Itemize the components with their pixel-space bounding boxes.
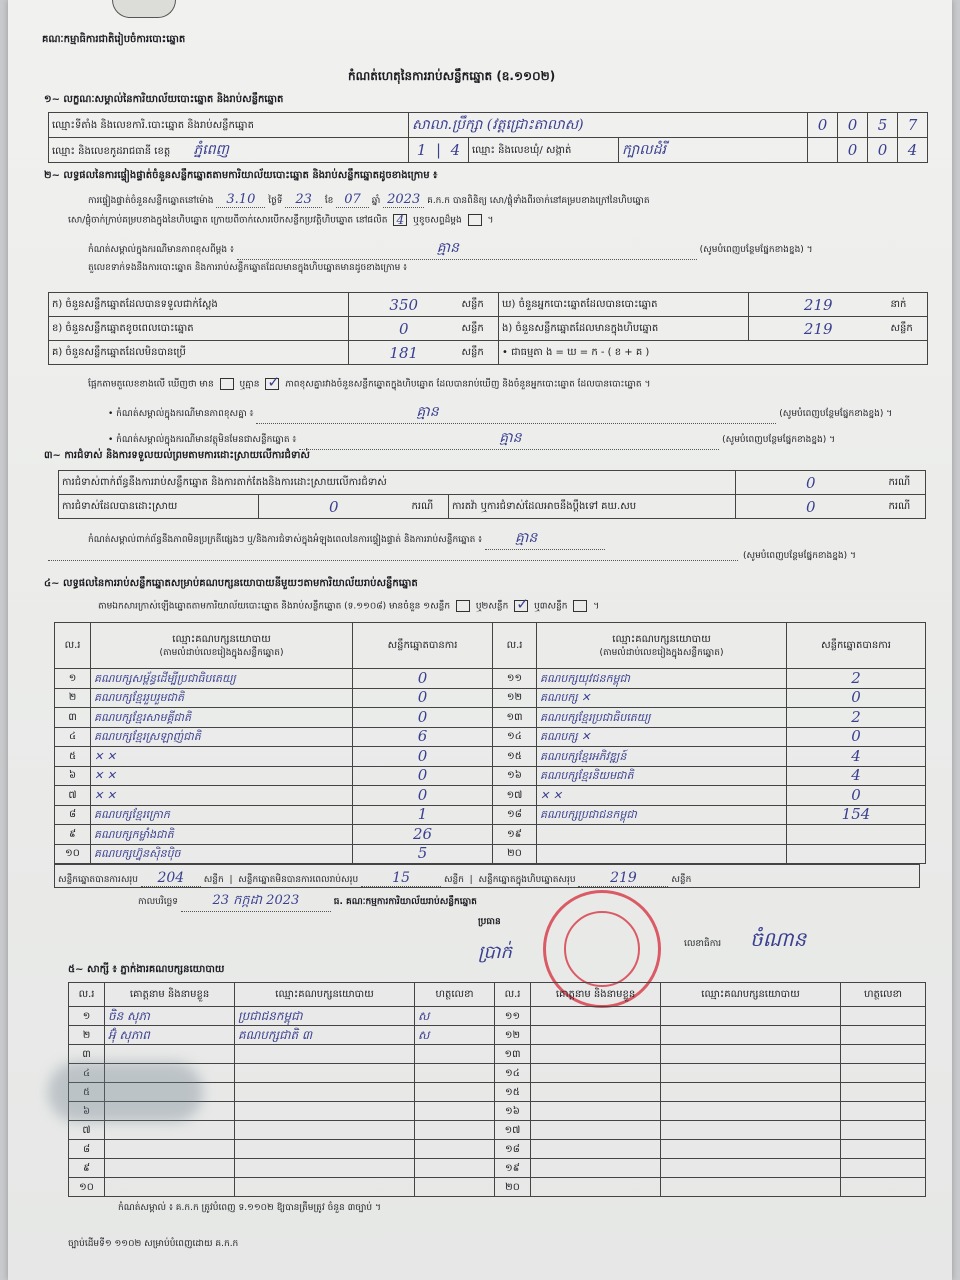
witness-party (661, 1102, 841, 1121)
row-number: ៧ (55, 786, 91, 806)
footnote: កំណត់សម្គាល់ ៖ គ.ក.ក ត្រូវបំពេញ ទ.១១០២ ឱ្យបានត្រឹមត្រូវ ចំនួន ៣ច្បាប់ ។ (118, 1203, 381, 1213)
row-number: ១៦ (495, 1102, 531, 1121)
witness-name (531, 1007, 661, 1026)
row-number: ១៨ (493, 805, 537, 825)
discrepancy-no-checkbox[interactable] (265, 378, 279, 390)
witness-signature (841, 1064, 926, 1083)
appeal-count: 0 (736, 495, 886, 519)
witness-row (69, 1178, 926, 1197)
party-name: ✕ ✕ (91, 766, 353, 786)
irregularities-note: កំណត់សម្គាល់ពាក់ព័ន្ធនឹងភាពមិនប្រក្រតីផ្សេងៗ ឬ/និងការជំទាស់ក្នុងអំឡុងពេលនៃការផ្ទៀងផ្ទាត់ និងការរាប់សន្លឹកឆ្នោត ៖ គ្មាន (88, 528, 938, 550)
sheets-2-checkbox[interactable] (514, 600, 528, 612)
witness-signature (841, 1083, 926, 1102)
witness-signature (841, 1045, 926, 1064)
section2-heading: ២~ លទ្ធផលនៃការផ្ទៀងផ្ទាត់ចំនួនសន្លឹកឆ្នោតតាមការិយាល័យបោះឆ្នោត និងរាប់សន្លឹកឆ្នោតដូចខាងក្រោម ៖ (44, 170, 438, 181)
witness-party (235, 1083, 415, 1102)
party-votes: 0 (353, 747, 493, 767)
table-row (55, 825, 926, 845)
col-party: ឈ្មោះគណបក្សនយោបាយ (តាមលំដាប់លេខរៀងក្នុងសន្លឹកឆ្នោត) (91, 623, 353, 669)
party-name: គណបក្សខ្មែរនិយមជាតិ (537, 766, 787, 786)
party-name: គណបក្សខ្មែរស្រឡាញ់ជាតិ (91, 727, 353, 747)
commune-digit: 4 (898, 138, 928, 163)
party-name: គណបក្សខ្មែរក្រោក (91, 805, 353, 825)
witness-signature (415, 1140, 495, 1159)
row-number: ២ (69, 1026, 105, 1045)
party-votes (787, 844, 926, 864)
station-digit: 7 (898, 113, 928, 138)
station-name: សាលា.ប្រឹក្សា (វត្តជ្រោះតាលាស) (409, 113, 808, 138)
figure-value: 219 (749, 317, 888, 341)
irregularities-fill-hint: (សូមបំពេញបន្ថែមផ្នែកខាងខ្នង) ។ (743, 551, 856, 561)
complaints-count: 0 (736, 471, 886, 495)
row-number: ៥ (55, 747, 91, 767)
col-no: ល.រ (55, 623, 91, 669)
witness-party (235, 1121, 415, 1140)
col-party: ឈ្មោះគណបក្សនយោបាយ (តាមលំដាប់លេខរៀងក្នុងសន្លឹកឆ្នោត) (537, 623, 787, 669)
table-row (55, 766, 926, 786)
row-number: ៤ (55, 727, 91, 747)
station-digit: 5 (868, 113, 898, 138)
committee-name: គណៈកម្មាធិការជាតិរៀបចំការបោះឆ្នោត (42, 34, 186, 45)
commune-name: ក្បាលដំរី (619, 138, 808, 163)
row-number: ១៥ (493, 747, 537, 767)
witness-party (235, 1045, 415, 1064)
discrepancy-note-value: គ្មាន (256, 402, 776, 424)
figure-value: 219 (749, 293, 888, 317)
row-number: ៦ (69, 1102, 105, 1121)
province-code: 1 | 4 (409, 138, 469, 163)
party-votes: 0 (787, 727, 926, 747)
figure-row: ក) ចំនួនសន្លឹកឆ្នោតដែលបានទទួលជាក់ស្ដែង 350 សន្លឹក ឃ) ចំនួនអ្នកបោះឆ្នោតដែលបានបោះឆ្នោត 219 នាក់ (49, 293, 928, 317)
party-name: គណបក្សខ្មែរសាមគ្គីជាតិ (91, 708, 353, 728)
party-name: គណបក្សប្រជាជនកម្ពុជា (537, 805, 787, 825)
party-name: ✕ ✕ (537, 786, 787, 806)
row-number: ៦ (55, 766, 91, 786)
station-label: ឈ្មោះទីតាំង និងលេខការិ.បោះឆ្នោត និងរាប់សន្លឹកឆ្នោត (49, 113, 409, 138)
complaints-table: ការជំទាស់ពាក់ព័ន្ធនឹងការរាប់សន្លឹកឆ្នោត និងការតាក់តែងនិងការដោះស្រាយលើការជំទាស់ 0 ករណី ការជំទាស់ដែលបានដោះស្រាយ 0 ករណី ការតវ៉ា ឬការជំទាស់ដែលអាចនឹងប្ដឹងទៅ គឃ.សប 0 ករណី (58, 470, 926, 519)
blurred-area (48, 1062, 203, 1122)
row-number: ១៣ (495, 1045, 531, 1064)
station-info-table (48, 112, 928, 163)
witness-row (69, 1045, 926, 1064)
party-votes: 0 (353, 669, 493, 689)
party-name: គណបក្សសម្ព័ន្ធដើម្បីប្រជាធិបតេយ្យ (91, 669, 353, 689)
witness-row (69, 1007, 926, 1026)
seal-count: 4 (393, 214, 407, 226)
section4-heading: ៤~ លទ្ធផលនៃការរាប់សន្លឹកឆ្នោតសម្រាប់គណបក្សនយោបាយនីមួយៗតាមការិយាល័យរាប់សន្លឹកឆ្នោត (44, 578, 418, 589)
witness-row (69, 1121, 926, 1140)
figures-intro: តួលេខទាក់ទងនឹងការបោះឆ្នោត និងការរាប់សន្លឹកឆ្នោតដែលមានក្នុងហិបឆ្នោតមានដូចខាងក្រោម ៖ (88, 263, 408, 273)
row-number: ១០ (69, 1178, 105, 1197)
verify-year: 2023 (383, 192, 424, 208)
witness-party (235, 1064, 415, 1083)
witness-name (531, 1102, 661, 1121)
table-row (55, 727, 926, 747)
results-intro: តាមឯកសារក្រាស់ឡើងឆ្នោតតាមការិយាល័យបោះឆ្នោត និងរាប់សន្លឹកឆ្នោត (ទ.១១០៨) មានចំនួន ១សន្លឹក ឬ២សន្លឹក ✓ ឬ៣សន្លឹក ។ (98, 600, 918, 614)
seal-note: កំណត់សម្គាល់ក្នុងករណីមានភាពខុសពីម្ដង ៖ គ្មាន (សូមបំពេញបន្ថែមផ្នែកខាងខ្នង) ។ (88, 238, 928, 260)
date-line: កាលបរិច្ឆេទ 23 កក្កដា 2023 ធ. គណៈកម្មការការិយាល័យរាប់សន្លឹកឆ្នោត (138, 892, 477, 912)
discrepancy-check-line: ផ្អែកតាមតួលេខខាងលើ ឃើញថា មាន ឬគ្មាន ✓ ភាពខុសគ្នារវាងចំនួនសន្លឹកឆ្នោតក្នុងហិបឆ្នោត ដែលបានរាប់ឃើញ និងចំនួនអ្នកបោះឆ្នោត ដែលបានបោះឆ្នោត ។ (88, 378, 938, 392)
party-votes: 0 (787, 786, 926, 806)
witness-signature (841, 1178, 926, 1197)
row-number: ១៥ (495, 1083, 531, 1102)
party-votes: 2 (787, 669, 926, 689)
seal-broken-checkbox[interactable] (468, 214, 482, 226)
witness-row (69, 1026, 926, 1045)
witness-party (235, 1159, 415, 1178)
figure-value: 0 (349, 317, 459, 341)
witness-signature (415, 1121, 495, 1140)
witness-party (661, 1121, 841, 1140)
station-digit: 0 (838, 113, 868, 138)
witness-party (661, 1007, 841, 1026)
row-number: ១៨ (495, 1140, 531, 1159)
witness-signature (415, 1045, 495, 1064)
province-label: ឈ្មោះ និងលេខកូដរាជធានី ខេត្ត ភ្នំពេញ (49, 138, 409, 163)
witness-name (531, 1121, 661, 1140)
row-number: ១៧ (493, 786, 537, 806)
form-note: ច្បាប់ដើមទី១ ១១០២ សម្រាប់បំពេញដោយ គ.ក.ក (68, 1239, 239, 1249)
row-number: ១០ (55, 844, 91, 864)
party-name: ✕ ✕ (91, 786, 353, 806)
row-number: ១១ (495, 1007, 531, 1026)
witness-name (105, 1045, 235, 1064)
verification-line-1: ការផ្ទៀងផ្ទាត់ចំនួនសន្លឹកឆ្នោតនៅម៉ោង 3.10 ថ្ងៃទី 23 ខែ 07 ឆ្នាំ 2023 គ.ក.ក បានពិនិត្យ សោ/ផ្លុំទាំងពីរចាក់នៅគម្របខាងក្រៅនៃហិបឆ្នោត (88, 192, 650, 207)
row-number: ៥ (69, 1083, 105, 1102)
witness-name (531, 1178, 661, 1197)
row-number: ៩ (69, 1159, 105, 1178)
witness-name (105, 1121, 235, 1140)
verify-month: 07 (336, 192, 369, 208)
province-name: ភ្នំពេញ (193, 141, 229, 158)
seal-note-value: គ្មាន (237, 238, 697, 260)
witness-signature (841, 1140, 926, 1159)
witness-name (531, 1045, 661, 1064)
table-row (55, 708, 926, 728)
table-row (55, 805, 926, 825)
party-name: គណបក្សខ្មែរអភិវឌ្ឍន៍ (537, 747, 787, 767)
row-number: ៣ (69, 1045, 105, 1064)
witness-table: ល.រ គោត្តនាម និងនាមខ្លួន ឈ្មោះគណបក្សនយោបាយ ហត្ថលេខា ល.រ គោត្តនាម និងនាមខ្លួន ឈ្មោះគណបក្សនយោបាយ ហត្ថលេខា ១ ចិន សុភា ប្រជាជនកម្ពុជា ស ១១ ២ អ៊ុំ សុភាព គណបក្សជាតិ ៣ ស ១២ ៣ ១៣ ៤ ១៤ ៥ ១៥ ៦ ១៦ ៧ ១៧ ៨ ១៨ ៩ ១៩ ១០ ២០ (68, 982, 926, 1197)
row-number: ៣ (55, 708, 91, 728)
witness-name (531, 1140, 661, 1159)
party-name: គណបក្សកម្លាំងជាតិ (91, 825, 353, 845)
witness-name (105, 1159, 235, 1178)
figure-row: ខ) ចំនួនសន្លឹកឆ្នោតខូចពេលបោះឆ្នោត 0 សន្លឹក ង) ចំនួនសន្លឹកឆ្នោតដែលមានក្នុងហិបឆ្នោត 219 សន្លឹក (49, 317, 928, 341)
witness-name (531, 1083, 661, 1102)
figure-row: គ) ចំនួនសន្លឹកឆ្នោតដែលមិនបានប្រើ 181 សន្លឹក • ជាធម្មតា ង = ឃ = ក - ( ខ + គ ) (49, 341, 928, 365)
verification-line-2: សោ/ផ្លុំចាក់ក្រាប់គម្របខាងក្នុងនៃហិបឆ្នោត ក្រោយពីចាក់សោរបើកសន្លឹកប្រវត្តិហិបឆ្នោត នៅផលិត 4 ឬខូចសព្ទដ៏ម្ដង ។ (68, 213, 494, 227)
witness-party (661, 1178, 841, 1197)
row-number: ៨ (55, 805, 91, 825)
row-number: ១៣ (493, 708, 537, 728)
party-votes: 1 (353, 805, 493, 825)
row-number: ៩ (55, 825, 91, 845)
discrepancy-yes-checkbox[interactable] (220, 378, 234, 390)
verify-day: 23 (285, 192, 322, 208)
irregularities-note-value: គ្មាន (485, 528, 605, 550)
witness-party (235, 1102, 415, 1121)
document-page (8, 0, 952, 1280)
col-votes: សន្លឹកឆ្នោតបានការ (353, 623, 493, 669)
row-number: ១៩ (493, 825, 537, 845)
sheets-3-checkbox[interactable] (573, 600, 587, 612)
witness-signature (841, 1159, 926, 1178)
section3-heading: ៣~ ការជំទាស់ និងការទទួលយល់ព្រមតាមការដោះស្រាយលើការជំទាស់ (44, 450, 310, 461)
totals-line: សន្លឹកឆ្នោតបានការសរុប 204 សន្លឹក | សន្លឹកឆ្នោតមិនបានការពេលរាប់សរុប 15 សន្លឹក | សន្លឹកឆ្នោតក្នុងហិបឆ្នោតសរុប 219 សន្លឹក (54, 864, 920, 888)
table-row (55, 669, 926, 689)
witness-row (69, 1140, 926, 1159)
discrepancy-note: • កំណត់សម្គាល់ក្នុងករណីមានភាពខុសគ្នា ៖ គ្មាន (សូមបំពេញបន្ថែមផ្នែកខាងខ្នង) ។ (108, 402, 928, 424)
party-results-table (54, 622, 926, 864)
party-votes: 154 (787, 805, 926, 825)
section5-heading: ៥~ សាក្សី ៖ ភ្នាក់ងារគណបក្សនយោបាយ (68, 964, 225, 975)
table-row (55, 844, 926, 864)
party-votes: 26 (353, 825, 493, 845)
foreign-object-note-value: គ្មាន (299, 428, 719, 450)
witness-name (531, 1064, 661, 1083)
col-votes: សន្លឹកឆ្នោតបានការ (787, 623, 926, 669)
party-name: គណបក្សខ្មែររួបរួមជាតិ (91, 688, 353, 708)
witness-signature (415, 1159, 495, 1178)
verify-time: 3.10 (216, 192, 265, 208)
table-row (55, 688, 926, 708)
row-number: ១២ (493, 688, 537, 708)
witness-party (661, 1026, 841, 1045)
witness-party (661, 1064, 841, 1083)
witness-party (661, 1140, 841, 1159)
row-number: ៨ (69, 1140, 105, 1159)
chair-signature: ប្រាក់ (478, 942, 512, 963)
witness-name (531, 1159, 661, 1178)
nec-logo (112, 0, 176, 18)
invalid-total: 15 (361, 870, 441, 887)
chair-label: ប្រធាន (478, 917, 501, 927)
section1-heading: ១~ លក្ខណៈសម្គាល់នៃការិយាល័យបោះឆ្នោត និងរាប់សន្លឹកឆ្នោត (44, 94, 284, 105)
table-row (55, 786, 926, 806)
sheets-1-checkbox[interactable] (456, 600, 470, 612)
party-name: គណបក្សហ្វ៊ុនស៊ិនប៉ិច (91, 844, 353, 864)
party-votes: 0 (353, 708, 493, 728)
party-votes: 4 (787, 766, 926, 786)
commune-digit: 0 (838, 138, 868, 163)
witness-party: ប្រជាជនកម្ពុជា (235, 1007, 415, 1026)
party-votes: 2 (787, 708, 926, 728)
party-votes: 5 (353, 844, 493, 864)
witness-signature: ស (415, 1007, 495, 1026)
commune-digit: 0 (868, 138, 898, 163)
witness-party (661, 1045, 841, 1064)
commune-label: ឈ្មោះ និងលេខឃុំ/ សង្កាត់ (469, 138, 619, 163)
figure-value: 181 (349, 341, 459, 365)
witness-signature (841, 1007, 926, 1026)
box-total: 219 (578, 870, 668, 887)
witness-name (105, 1178, 235, 1197)
witness-signature (415, 1178, 495, 1197)
resolved-count: 0 (259, 495, 409, 519)
party-votes: 0 (353, 786, 493, 806)
witness-name: អ៊ុំ សុភាព (105, 1026, 235, 1045)
foreign-object-note: • កំណត់សម្គាល់ក្នុងករណីមានវត្ថុមិនមែនជាសន្លឹកឆ្នោត ៖ គ្មាន (សូមបំពេញបន្ថែមផ្នែកខាងខ្នង) ។ (108, 428, 928, 450)
witness-signature (841, 1121, 926, 1140)
party-votes: 6 (353, 727, 493, 747)
row-number: ១៤ (495, 1064, 531, 1083)
valid-total: 204 (141, 870, 201, 887)
ballot-figures-table (48, 292, 928, 365)
witness-party (661, 1083, 841, 1102)
count-date: 23 កក្កដា 2023 (181, 892, 331, 912)
form-title: កំណត់ហេតុនៃការរាប់សន្លឹកឆ្នោត (ឧ.១១០២) (348, 69, 556, 83)
row-number: ១២ (495, 1026, 531, 1045)
witness-party (235, 1178, 415, 1197)
witness-name: ចិន សុភា (105, 1007, 235, 1026)
witness-name (105, 1140, 235, 1159)
witness-row (69, 1159, 926, 1178)
party-votes: 0 (353, 766, 493, 786)
row-number: ៤ (69, 1064, 105, 1083)
witness-name (531, 1026, 661, 1045)
secretary-signature: ចំណាន (750, 927, 807, 951)
party-votes: 0 (353, 688, 493, 708)
table-row (55, 747, 926, 767)
party-name: គណបក្សខ្មែរប្រជាធិបតេយ្យ (537, 708, 787, 728)
row-number: ២០ (495, 1178, 531, 1197)
figure-value: 350 (349, 293, 459, 317)
witness-signature (841, 1026, 926, 1045)
witness-party (661, 1159, 841, 1178)
party-name (537, 825, 787, 845)
party-name: គណបក្ស ✕ (537, 688, 787, 708)
row-number: ១៧ (495, 1121, 531, 1140)
row-number: ២ (55, 688, 91, 708)
party-votes: 4 (787, 747, 926, 767)
row-number: ១ (69, 1007, 105, 1026)
witness-signature (415, 1083, 495, 1102)
witness-party: គណបក្សជាតិ ៣ (235, 1026, 415, 1045)
col-no: ល.រ (493, 623, 537, 669)
witness-party (235, 1140, 415, 1159)
row-number: ២០ (493, 844, 537, 864)
party-votes (787, 825, 926, 845)
party-name: គណបក្ស ✕ (537, 727, 787, 747)
row-number: ១១ (493, 669, 537, 689)
row-number: ១៩ (495, 1159, 531, 1178)
party-votes: 0 (787, 688, 926, 708)
witness-signature: ស (415, 1026, 495, 1045)
secretary-label: លេខាធិការ (684, 939, 722, 949)
row-number: ៧ (69, 1121, 105, 1140)
party-name: គណបក្សយុវជនកម្ពុជា (537, 669, 787, 689)
party-name: ✕ ✕ (91, 747, 353, 767)
witness-signature (841, 1102, 926, 1121)
witness-signature (415, 1102, 495, 1121)
witness-signature (415, 1064, 495, 1083)
station-digit: 0 (808, 113, 838, 138)
row-number: ១ (55, 669, 91, 689)
party-name (537, 844, 787, 864)
row-number: ១៦ (493, 766, 537, 786)
row-number: ១៤ (493, 727, 537, 747)
